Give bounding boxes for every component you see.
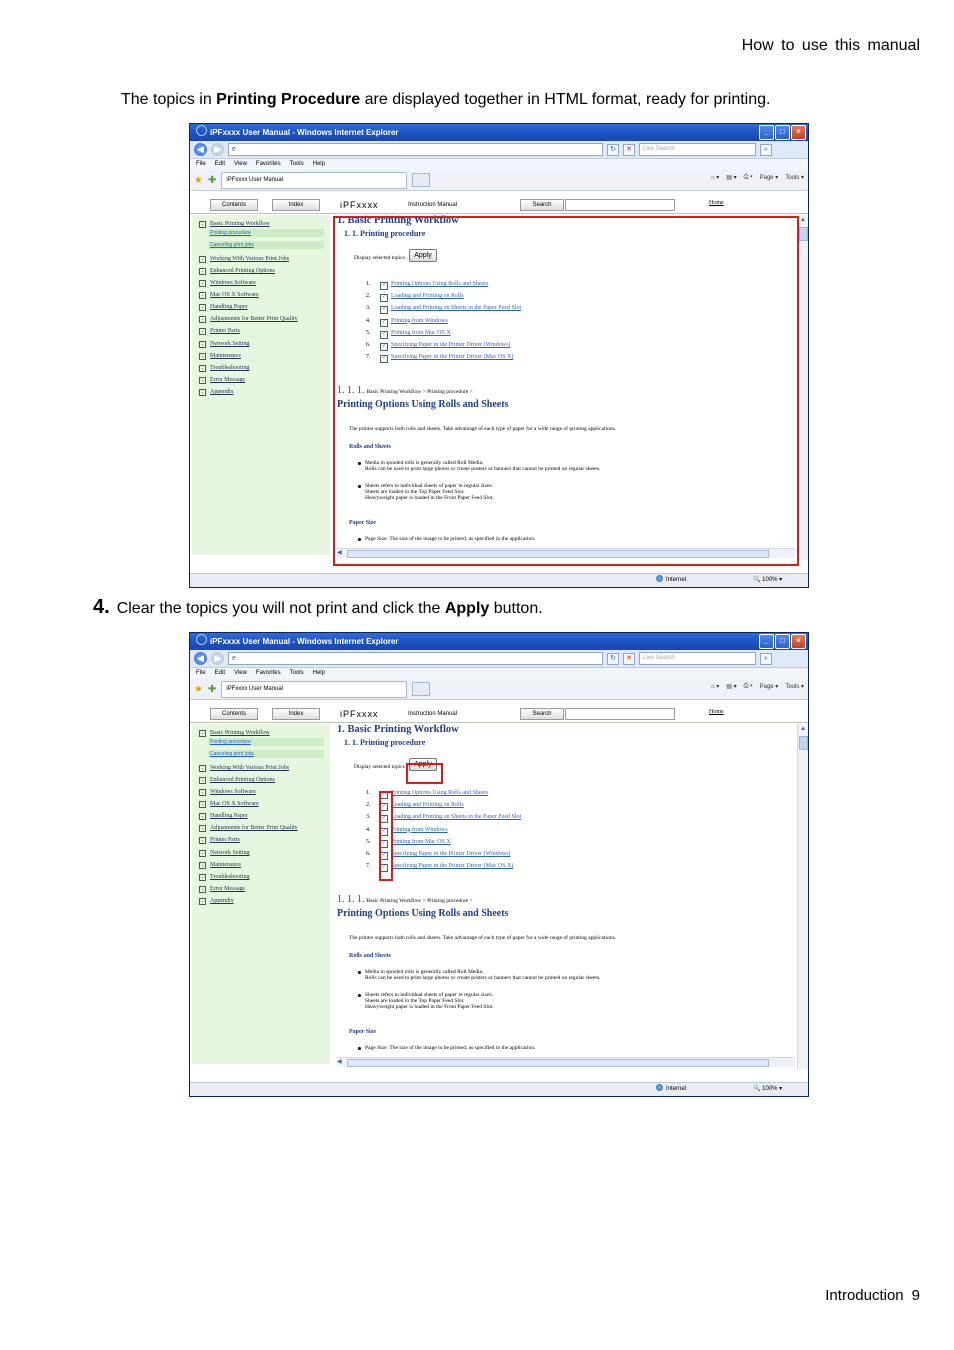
topic-number: 1. (366, 281, 371, 287)
expand-icon[interactable]: + (199, 862, 206, 869)
topic-link[interactable]: Printing from Windows (391, 317, 448, 324)
expand-icon[interactable]: + (199, 850, 206, 857)
browser-screenshot-2 (189, 632, 809, 1097)
scroll-up-icon[interactable]: ▲ (800, 217, 806, 223)
menu-bar (190, 668, 808, 679)
forward-button[interactable]: ▶ (211, 143, 224, 156)
home-icon[interactable]: ⌂ ▾ (710, 175, 720, 181)
subsection-number: 1. 1. 1. Basic Printing Workflow > Printing procedure > (337, 894, 473, 905)
browser-tab[interactable]: iPFxxxx User Manual (221, 681, 407, 698)
paragraph: The printer supports both rolls and sheets. Take advantage of each type of paper for a wide range of printing applications. (349, 935, 617, 941)
topic-number: 3. (366, 305, 371, 312)
topic-checkbox[interactable]: ✓ (381, 319, 387, 325)
topic-link[interactable]: Printing Options Using Rolls and Sheets (391, 790, 489, 796)
site-header (190, 197, 808, 214)
topic-number: 5. (366, 329, 371, 336)
topic-number: 7. (366, 863, 371, 870)
menu-item[interactable]: Help (312, 670, 325, 676)
toc-sidebar (192, 724, 330, 1064)
sidebar-item[interactable]: + Appendix (199, 389, 234, 396)
topic-checkbox[interactable]: ✓ (381, 828, 387, 834)
expand-icon[interactable]: + (199, 874, 206, 881)
topic-item (366, 330, 451, 339)
brand-subtitle: Instruction Manual (408, 711, 458, 717)
expand-icon[interactable]: + (199, 292, 206, 299)
security-zone: Internet (656, 574, 686, 587)
expand-icon[interactable]: + (199, 837, 206, 844)
subsection-number: 1. 1. 1. Basic Printing Workflow > Printing procedure > (337, 385, 473, 396)
menu-item[interactable]: Tools (289, 670, 304, 676)
home-link[interactable]: Home (709, 709, 724, 715)
sidebar-item[interactable]: + Troubleshooting (199, 365, 249, 372)
close-button[interactable]: × (791, 125, 806, 140)
expand-icon[interactable]: + (199, 304, 206, 311)
vertical-scrollbar[interactable] (797, 724, 808, 1069)
topic-checkbox[interactable]: ✓ (381, 295, 387, 301)
scroll-left-icon[interactable]: ◀ (337, 550, 342, 556)
expand-icon[interactable]: + (199, 256, 206, 263)
topic-checkbox[interactable]: ✓ (381, 840, 387, 846)
topic-number: 2. (366, 293, 371, 300)
add-favorites-icon[interactable]: ✚ (207, 174, 217, 186)
expand-icon[interactable]: + (199, 389, 206, 396)
sidebar-item[interactable]: + Maintenance (199, 862, 241, 869)
status-bar (190, 573, 808, 587)
print-icon[interactable]: ⎙ ▾ (743, 174, 753, 180)
page-number: 9 (911, 1287, 920, 1304)
sidebar-item[interactable]: + Adjustments for Better Print Quality (199, 825, 298, 832)
expand-icon[interactable]: + (199, 765, 206, 772)
page-footer (825, 1287, 920, 1304)
bullet-item: Sheets refers to individual sheets of paper in regular sizes. Sheets are loaded in the Top Paper Feed Slot. Heavyweight paper is loaded in the Front Paper Feed Slot. (365, 992, 494, 1010)
maximize-button[interactable]: □ (775, 634, 790, 649)
topic-link[interactable]: Loading and Printing on Sheets in the Paper Feed Slot (391, 814, 522, 821)
topic-item (366, 293, 464, 302)
page-content (190, 706, 808, 1067)
favorites-star-icon[interactable]: ★ (194, 683, 203, 695)
expand-icon[interactable]: + (199, 730, 206, 737)
topic-number: 2. (366, 802, 371, 809)
menu-item[interactable]: Edit (214, 161, 226, 167)
expand-icon[interactable]: + (199, 886, 206, 893)
topic-number: 6. (366, 342, 371, 348)
topic-item (366, 305, 521, 314)
display-label: Display selected topics (354, 764, 405, 770)
sidebar-item[interactable]: + Handling Paper (199, 304, 248, 311)
topic-link[interactable]: Printing from Windows (391, 826, 448, 833)
menu-bar (190, 159, 808, 170)
sidebar-item[interactable]: + Network Setting (199, 341, 250, 348)
topic-checkbox[interactable]: ✓ (381, 853, 387, 858)
topic-checkbox[interactable]: ✓ (381, 804, 387, 810)
subsection-title: Printing Options Using Rolls and Sheets (337, 908, 509, 919)
sidebar-item[interactable]: + Error Message (199, 377, 245, 384)
horizontal-scrollbar[interactable] (337, 1057, 795, 1067)
ie-icon (196, 125, 207, 136)
sidebar-item[interactable]: + Basic Printing Workflow (199, 221, 270, 228)
bullet-item: Media in spooled rolls is generally called Roll Media. Rolls can be used to print large photos or create posters or banners that cannot be printed on regular sheets. (365, 460, 601, 472)
topic-checkbox[interactable]: ✓ (381, 356, 387, 362)
menu-item[interactable]: View (234, 161, 247, 167)
sidebar-item[interactable]: + Maintenance (199, 353, 241, 360)
refresh-button[interactable]: ↻ (607, 653, 619, 665)
brand-subtitle: Instruction Manual (408, 202, 458, 208)
bullet-item: Media in spooled rolls is generally called Roll Media. Rolls can be used to print large photos or create posters or banners that cannot be printed on regular sheets. (365, 969, 601, 981)
sidebar-item[interactable]: + Windows Software (199, 280, 256, 287)
zoom-level[interactable]: 🔍 100% ▾ (753, 577, 783, 583)
topic-item (366, 863, 513, 872)
topic-checkbox[interactable]: ✓ (381, 283, 387, 288)
address-bar[interactable]: e (228, 652, 603, 665)
menu-item[interactable]: Tools (289, 161, 304, 167)
sidebar-subitem[interactable]: Printing procedure (208, 229, 324, 237)
page-header: How to use this manual (741, 37, 920, 54)
topic-link[interactable]: Printing Options Using Rolls and Sheets (391, 281, 489, 287)
refresh-button[interactable]: ↻ (607, 144, 619, 156)
expand-icon[interactable]: + (199, 898, 206, 905)
topic-item (366, 342, 510, 351)
scroll-thumb[interactable] (799, 227, 808, 241)
topic-link[interactable]: Loading and Printing on Sheets in the Paper Feed Slot (391, 305, 522, 312)
security-zone: Internet (656, 1083, 686, 1096)
search-go-icon[interactable]: ⌕ (760, 653, 772, 665)
tools-menu[interactable]: Tools ▾ (785, 175, 804, 181)
rolls-heading: Rolls and Sheets (349, 444, 392, 450)
bullet-item: Page Size: The size of the image to be printed, as specified in the application. (365, 1045, 536, 1051)
feeds-icon[interactable]: ▤ ▾ (726, 684, 737, 690)
topic-item (366, 827, 448, 836)
bullet-item: Sheets refers to individual sheets of paper in regular sizes. Sheets are loaded in the Top Paper Feed Slot. Heavyweight paper is loaded in the Front Paper Feed Slot. (365, 483, 494, 501)
menu-item[interactable]: Edit (214, 670, 226, 676)
expand-icon[interactable]: + (199, 789, 206, 796)
window-titlebar: iPFxxxx User Manual - Windows Internet Explorer _ □ × (190, 633, 808, 650)
topic-item (366, 814, 521, 823)
topic-number: 4. (366, 317, 371, 324)
search-button[interactable]: Search (520, 708, 564, 720)
browser-tab[interactable]: iPFxxxx User Manual (221, 172, 407, 189)
scroll-left-icon[interactable]: ◀ (337, 1059, 342, 1065)
contents-tab[interactable]: Contents (210, 199, 258, 211)
expand-icon[interactable]: + (199, 801, 206, 808)
topic-link[interactable]: Specifying Paper in the Printer Driver (Windows) (391, 851, 511, 857)
feeds-icon[interactable]: ▤ ▾ (726, 175, 737, 181)
topic-number: 1. (366, 790, 371, 796)
toc-sidebar (192, 215, 330, 555)
topic-number: 4. (366, 826, 371, 833)
page-menu[interactable]: Page ▾ (759, 684, 779, 690)
live-search-input[interactable]: Live Search (639, 143, 756, 156)
favorites-star-icon[interactable]: ★ (194, 174, 203, 186)
address-toolbar (190, 141, 808, 159)
favorites-bar (190, 170, 808, 191)
h-scroll-thumb[interactable] (347, 1059, 769, 1067)
breadcrumb: Basic Printing Workflow > Printing procedure > (366, 389, 473, 395)
globe-icon (656, 1084, 663, 1091)
maximize-button[interactable]: □ (775, 125, 790, 140)
step-4: 4. Clear the topics you will not print and click the Apply button. (93, 596, 543, 618)
menu-item[interactable]: Favorites (255, 670, 281, 676)
horizontal-scrollbar[interactable] (337, 548, 795, 558)
step-number: 4. (93, 596, 110, 618)
topic-checkbox[interactable]: ✓ (381, 344, 387, 349)
minimize-button[interactable]: _ (759, 634, 774, 649)
apply-button[interactable]: Apply (409, 249, 437, 262)
sidebar-item[interactable]: + Working With Various Print Jobs (199, 256, 289, 263)
main-document (335, 724, 795, 1069)
search-go-icon[interactable]: ⌕ (760, 144, 772, 156)
sidebar-subitem[interactable]: Printing procedure (208, 738, 324, 746)
print-icon[interactable]: ⎙ ▾ (743, 683, 753, 689)
sidebar-item[interactable]: + Network Setting (199, 850, 250, 857)
menu-item[interactable]: File (196, 161, 206, 167)
sidebar-item[interactable]: + Enhanced Printing Options (199, 268, 275, 275)
sidebar-item[interactable]: + Working With Various Print Jobs (199, 765, 289, 772)
brand: iPFxxxx (340, 709, 379, 719)
topic-item (366, 281, 488, 290)
address-toolbar (190, 650, 808, 668)
menu-item[interactable]: File (196, 670, 206, 676)
new-tab-button[interactable] (412, 173, 430, 187)
topic-number: 6. (366, 851, 371, 857)
site-header (190, 706, 808, 723)
window-titlebar: iPFxxxx User Manual - Windows Internet Explorer _ □ × (190, 124, 808, 141)
tools-menu[interactable]: Tools ▾ (785, 684, 804, 690)
expand-icon[interactable]: + (199, 221, 206, 228)
topic-number: 3. (366, 814, 371, 821)
expand-icon[interactable]: + (199, 365, 206, 372)
ie-icon (196, 634, 207, 645)
sidebar-item[interactable]: + Printer Parts (199, 837, 240, 844)
browser-screenshot-1 (189, 123, 809, 588)
topic-checkbox[interactable]: ✓ (381, 307, 387, 313)
breadcrumb: Basic Printing Workflow > Printing procedure > (366, 898, 473, 904)
add-favorites-icon[interactable]: ✚ (207, 683, 217, 695)
h-scroll-thumb[interactable] (347, 550, 769, 558)
main-document (335, 215, 795, 560)
rolls-heading: Rolls and Sheets (349, 953, 392, 959)
forward-button[interactable]: ▶ (211, 652, 224, 665)
sidebar-item[interactable]: + Error Message (199, 886, 245, 893)
topic-link[interactable]: Specifying Paper in the Printer Driver (Windows) (391, 342, 511, 348)
brand: iPFxxxx (340, 200, 379, 210)
topic-item (366, 354, 513, 363)
scroll-thumb[interactable] (799, 736, 808, 750)
topic-link[interactable]: Loading and Printing on Rolls (391, 802, 464, 809)
chapter-heading: 1. Basic Printing Workflow (337, 724, 459, 735)
expand-icon[interactable]: + (199, 280, 206, 287)
topic-link[interactable]: Specifying Paper in the Printer Driver (Mac OS X) (391, 354, 514, 361)
chapter-heading: 1. Basic Printing Workflow (337, 215, 459, 226)
address-bar[interactable]: e (228, 143, 603, 156)
live-search-input[interactable]: Live Search (639, 652, 756, 665)
footer-section: Introduction (825, 1287, 904, 1304)
topic-checkbox[interactable]: ✓ (381, 816, 387, 822)
stop-button[interactable]: ✕ (623, 653, 635, 665)
command-bar (711, 174, 804, 181)
expand-icon[interactable]: + (199, 777, 206, 784)
back-button[interactable]: ◀ (194, 652, 207, 665)
bullet-item: Page Size: The size of the image to be printed, as specified in the application. (365, 536, 536, 542)
expand-icon[interactable]: + (199, 316, 206, 323)
topic-item (366, 318, 448, 327)
favorites-bar (190, 679, 808, 700)
vertical-scrollbar[interactable] (797, 215, 808, 560)
sidebar-item[interactable]: + Enhanced Printing Options (199, 777, 275, 784)
site-search-input[interactable] (565, 199, 675, 211)
paper-size-heading: Paper Size (349, 1029, 377, 1035)
topic-checkbox[interactable]: ✓ (381, 331, 387, 337)
sidebar-subitem[interactable]: Canceling print jobs (208, 241, 324, 249)
home-link[interactable]: Home (709, 200, 724, 206)
expand-icon[interactable]: + (199, 825, 206, 832)
paper-size-heading: Paper Size (349, 520, 377, 526)
subsection-title: Printing Options Using Rolls and Sheets (337, 399, 509, 410)
home-icon[interactable]: ⌂ ▾ (710, 684, 720, 690)
sidebar-item[interactable]: + Printer Parts (199, 328, 240, 335)
expand-icon[interactable]: + (199, 813, 206, 820)
menu-item[interactable]: Favorites (255, 161, 281, 167)
close-button[interactable]: × (791, 634, 806, 649)
topic-number: 5. (366, 838, 371, 845)
topic-checkbox[interactable]: ✓ (381, 792, 387, 797)
paragraph: The printer supports both rolls and sheets. Take advantage of each type of paper for a wide range of printing applications. (349, 426, 617, 432)
globe-icon (656, 575, 663, 582)
scroll-up-icon[interactable]: ▲ (800, 726, 806, 732)
page-content (190, 197, 808, 558)
expand-icon[interactable]: + (199, 268, 206, 275)
index-tab[interactable]: Index (272, 199, 320, 211)
sidebar-item[interactable]: + Appendix (199, 898, 234, 905)
apply-button[interactable]: Apply (409, 758, 437, 771)
status-bar (190, 1082, 808, 1096)
index-tab[interactable]: Index (272, 708, 320, 720)
topic-item (366, 851, 510, 860)
site-search-input[interactable] (565, 708, 675, 720)
expand-icon[interactable]: + (199, 377, 206, 384)
expand-icon[interactable]: + (199, 353, 206, 360)
expand-icon[interactable]: + (199, 328, 206, 335)
menu-item[interactable]: View (234, 670, 247, 676)
back-button[interactable]: ◀ (194, 143, 207, 156)
display-label: Display selected topics (354, 255, 405, 261)
contents-tab[interactable]: Contents (210, 708, 258, 720)
menu-item[interactable]: Help (312, 161, 325, 167)
sidebar-item[interactable]: + Handling Paper (199, 813, 248, 820)
zoom-level[interactable]: 🔍 100% ▾ (753, 1086, 783, 1092)
sidebar-item[interactable]: + Windows Software (199, 789, 256, 796)
expand-icon[interactable]: + (199, 341, 206, 348)
page-menu[interactable]: Page ▾ (759, 175, 779, 181)
search-button[interactable]: Search (520, 199, 564, 211)
topic-link[interactable]: Printing from Mac OS X (391, 838, 451, 845)
sidebar-item[interactable]: + Adjustments for Better Print Quality (199, 316, 298, 323)
new-tab-button[interactable] (412, 682, 430, 696)
topic-item (366, 839, 451, 848)
intro-text: The topics in Printing Procedure are displayed together in HTML format, ready for printing. (121, 91, 771, 108)
sidebar-item[interactable]: + Troubleshooting (199, 874, 249, 881)
sidebar-item[interactable]: + Mac OS X Software (199, 292, 259, 299)
section-heading: 1. 1. Printing procedure (344, 738, 426, 747)
topic-link[interactable]: Specifying Paper in the Printer Driver (Mac OS X) (391, 863, 514, 870)
topic-item (366, 790, 488, 799)
topic-checkbox[interactable]: ✓ (381, 865, 387, 871)
topic-link[interactable]: Printing from Mac OS X (391, 329, 451, 336)
minimize-button[interactable]: _ (759, 125, 774, 140)
sidebar-subitem[interactable]: Canceling print jobs (208, 750, 324, 758)
topic-item (366, 802, 464, 811)
command-bar (711, 683, 804, 690)
sidebar-item[interactable]: + Basic Printing Workflow (199, 730, 270, 737)
section-heading: 1. 1. Printing procedure (344, 229, 426, 238)
topic-number: 7. (366, 354, 371, 361)
sidebar-item[interactable]: + Mac OS X Software (199, 801, 259, 808)
stop-button[interactable]: ✕ (623, 144, 635, 156)
topic-link[interactable]: Loading and Printing on Rolls (391, 293, 464, 300)
